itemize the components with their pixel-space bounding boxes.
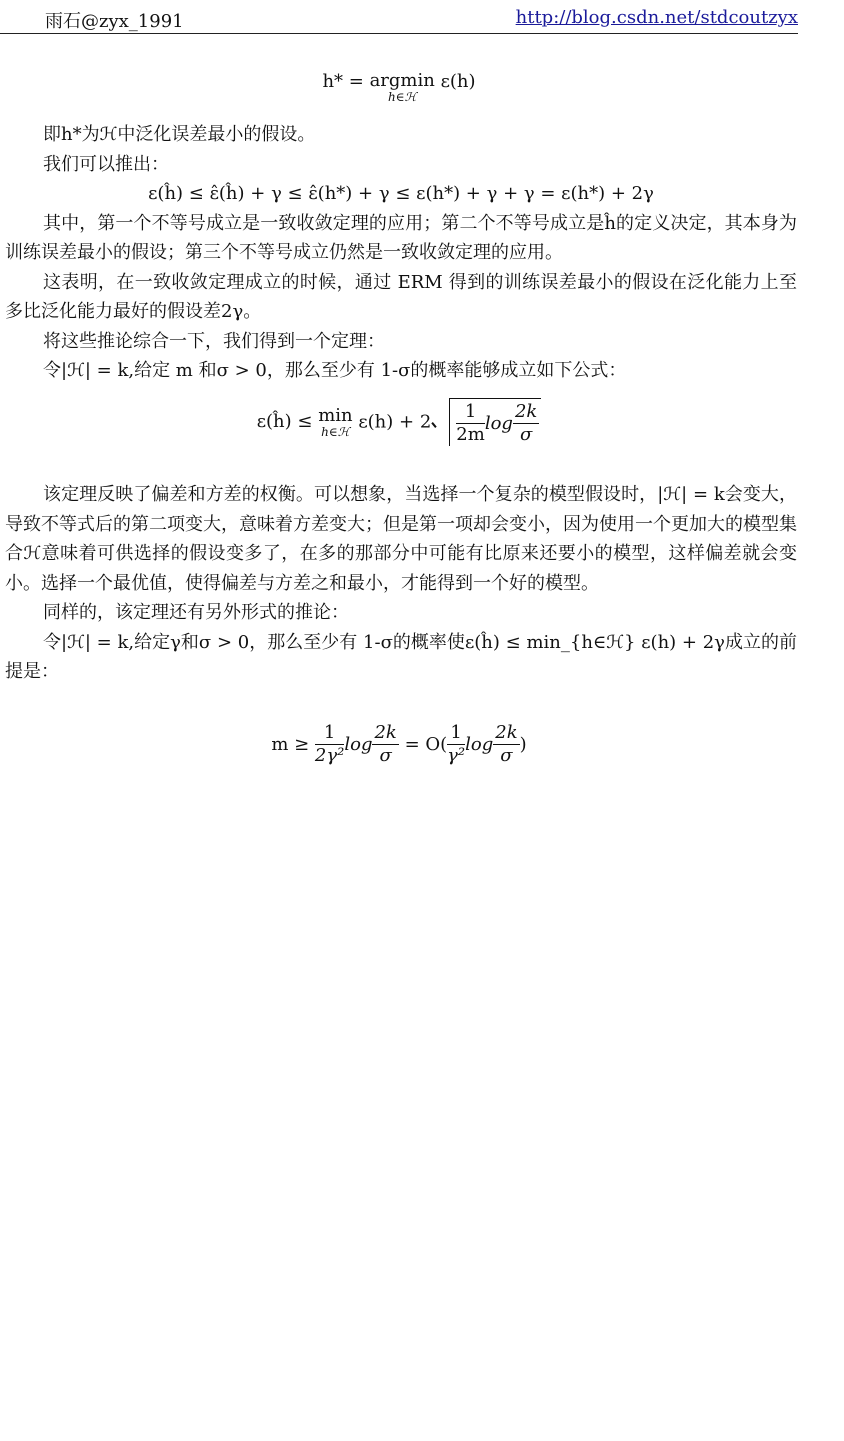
equation-theorem: [0, 398, 798, 446]
f2-den: σ: [379, 745, 392, 766]
frac2-num: 2k: [514, 401, 538, 422]
equation-chain: ε(ĥ) ≤ ε̂(ĥ) + γ ≤ ε̂(h*) + γ ≤ ε(h*) + γ + γ = ε(h*) + 2γ: [148, 183, 654, 204]
f1-den: 2γ²: [314, 745, 345, 766]
document-body-2: [5, 480, 797, 687]
paragraph-9: 令|ℋ| = k,给定γ和σ > 0，那么至少有 1-σ的概率使ε(ĥ) ≤ min_{h∈ℋ} ε(h) + 2γ成立的前提是：: [5, 631, 797, 682]
eq-hstar-sub: h∈ℋ: [387, 90, 417, 104]
fraction-1-over-gamma2: [447, 722, 465, 767]
equation-m-bound: [0, 722, 798, 767]
f3-den: γ²: [447, 745, 466, 766]
equation-hstar: [0, 71, 798, 103]
paragraph-4: 这表明，在一致收敛定理成立的时候，通过 ERM 得到的训练误差最小的假设在泛化能力上至多比泛化能力最好的假设差2γ。: [5, 271, 797, 322]
paragraph-8: 同样的，该定理还有另外形式的推论：: [43, 602, 349, 623]
sqrt-symbol: [431, 398, 541, 446]
f2-num: 2k: [374, 722, 397, 743]
eq-theorem-mid: ε(h) + 2: [352, 411, 432, 433]
paragraph-3: 其中，第一个不等号成立是一致收敛定理的应用；第二个不等号成立是ĥ的定义决定，其本身为训练误差最小的假设；第三个不等号成立仍然是一致收敛定理的应用。: [5, 212, 797, 263]
eq-hstar-lhs: h* =: [322, 71, 370, 92]
blog-link[interactable]: http://blog.csdn.net/stdcoutzyx: [515, 7, 798, 28]
paragraph-2: 我们可以推出：: [43, 153, 169, 175]
log-label-1: log: [344, 734, 373, 755]
f4-num: 2k: [495, 722, 518, 743]
paragraph-6: 令|ℋ| = k,给定 m 和σ > 0，那么至少有 1-σ的概率能够成立如下公式：: [43, 360, 627, 381]
eq-hstar-op: argmin: [369, 70, 435, 91]
document-body: [5, 120, 797, 386]
eq-hstar-argmin: [370, 71, 435, 103]
f3-num: 1: [447, 722, 465, 745]
log-label: log: [484, 413, 513, 434]
author-label: 雨石@zyx_1991: [45, 11, 184, 32]
fraction-1-over-2m: [456, 401, 485, 446]
eq-theorem-sub: h∈ℋ: [321, 425, 350, 439]
eq-theorem-lhs: ε(ĥ) ≤: [256, 411, 319, 432]
eq-hstar-rhs: ε(h): [434, 71, 476, 92]
paragraph-5: 将这些推论综合一下，我们得到一个定理：: [43, 330, 385, 352]
paragraph-1: 即h*为ℋ中泛化误差最小的假设。: [43, 124, 316, 145]
eq-theorem-min: [318, 406, 352, 438]
fraction-1-over-2gamma2: [315, 722, 344, 767]
eq-m-lhs: m ≥: [271, 734, 315, 755]
eq-m-equals: = O(: [398, 734, 448, 755]
fraction-2k-over-sigma: [513, 401, 539, 446]
f1-num: 1: [315, 722, 344, 745]
frac-num: 1: [456, 401, 485, 424]
eq-theorem-min-op: min: [318, 405, 353, 426]
f4-den: σ: [500, 745, 513, 766]
eq-m-close: ): [519, 734, 527, 755]
log-label-2: log: [465, 734, 494, 755]
fraction-2k-over-sigma-2: [493, 722, 519, 767]
fraction-2k-over-sigma-1: [372, 722, 398, 767]
page-header: [0, 0, 798, 34]
frac-den: 2m: [456, 424, 485, 445]
sqrt-radicand: [449, 398, 541, 446]
paragraph-7: 该定理反映了偏差和方差的权衡。可以想象，当选择一个复杂的模型假设时，|ℋ| = k会变大，导致不等式后的第二项变大，意味着方差变大；但是第一项却会变小，因为使用一个更加大的模型集合ℋ意味着可供选择的假设变多了，在多的那部分中可能有比原来还要小的模型，这样偏差就会变小。选择一个最优值，使得偏差与方差之和最小，才能得到一个好的模型。: [5, 484, 797, 594]
frac2-den: σ: [519, 424, 533, 445]
